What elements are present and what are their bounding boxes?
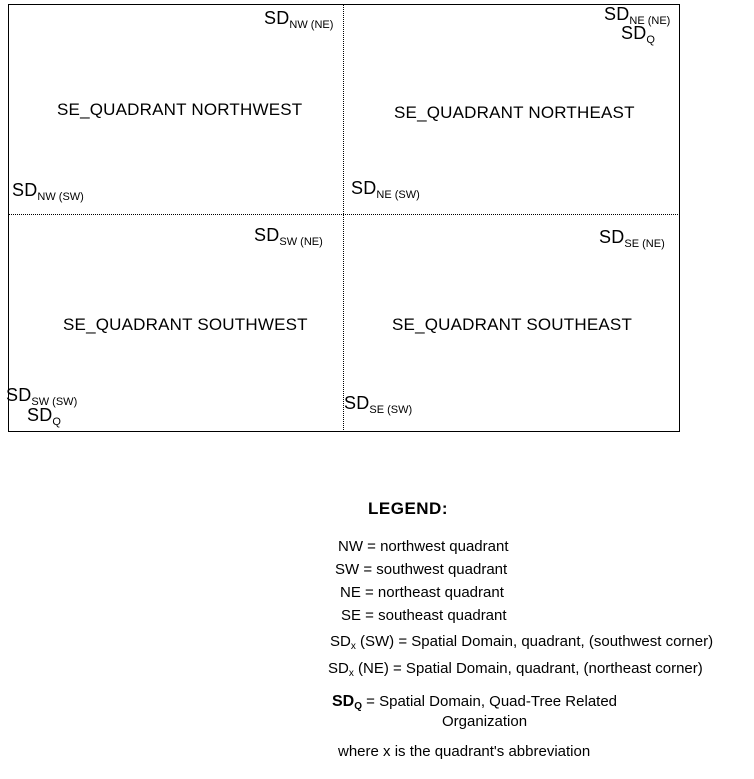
sd-base: SD <box>264 8 290 28</box>
sd-subscript: Q <box>354 701 363 712</box>
legend-entry-sd-sw-text: (SW) = Spatial Domain, quadrant, (southwest corner) <box>355 633 714 650</box>
sd-subscript: NE (NE) <box>629 15 671 27</box>
sd-subscript: Q <box>52 416 61 428</box>
sd-subscript: NW (NE) <box>289 19 334 31</box>
legend-entry-ne: NE = northeast quadrant <box>340 584 504 601</box>
legend-footnote: where x is the quadrant's abbreviation <box>338 743 591 760</box>
legend-entry-nw: NW = northwest quadrant <box>338 538 509 555</box>
vertical-dotted-divider <box>343 4 344 432</box>
sd-base: SD <box>254 225 280 245</box>
sd-subscript: Q <box>646 34 655 46</box>
legend-entry-sd-ne-text: (NE) = Spatial Domain, quadrant, (northeast corner) <box>353 660 703 677</box>
sd-subscript: x <box>348 668 354 679</box>
legend-entry-sd-sw <box>330 634 713 652</box>
sd-base: SD <box>330 633 351 650</box>
legend-entry-sd-q-text: = Spatial Domain, Quad-Tree Related <box>362 693 618 710</box>
sd-subscript: SE (SW) <box>369 404 413 416</box>
quadrant-title-northwest: SE_QUADRANT NORTHWEST <box>57 100 303 119</box>
legend-entry-sd-q-line2: Organization <box>442 713 528 730</box>
sd-subscript: SW (NE) <box>279 236 323 248</box>
sd-subscript: NE (SW) <box>376 189 420 201</box>
sd-subscript: NW (SW) <box>37 191 84 203</box>
horizontal-dotted-divider <box>8 214 680 215</box>
sd-base: SD <box>332 693 355 710</box>
sd-label-q-southwest <box>27 406 61 428</box>
sd-label-ne-southwest-corner <box>351 179 420 201</box>
sd-base: SD <box>328 660 349 677</box>
sd-label-nw-northeast-corner <box>264 9 333 31</box>
sd-base: SD <box>599 227 625 247</box>
quadrant-title-southeast: SE_QUADRANT SOUTHEAST <box>392 315 633 334</box>
legend-entry-se: SE = southeast quadrant <box>341 607 507 624</box>
legend-entry-sw: SW = southwest quadrant <box>335 561 508 578</box>
sd-label-q-northeast <box>621 24 655 46</box>
sd-base: SD <box>344 393 370 413</box>
quadrant-title-southwest: SE_QUADRANT SOUTHWEST <box>63 315 308 334</box>
sd-label-se-northeast-corner <box>599 228 665 250</box>
quadrant-title-northeast: SE_QUADRANT NORTHEAST <box>394 103 635 122</box>
sd-base: SD <box>27 405 53 425</box>
quadrant-box <box>8 4 680 432</box>
legend-title: LEGEND: <box>368 499 448 518</box>
legend-entry-sd-q <box>332 693 617 712</box>
sd-base: SD <box>351 178 377 198</box>
sd-subscript: SE (NE) <box>624 238 665 250</box>
sd-subscript: x <box>350 641 356 652</box>
sd-subscript: SW (SW) <box>31 396 78 408</box>
legend-entry-sd-ne <box>328 661 703 679</box>
sd-base: SD <box>604 4 630 24</box>
sd-base: SD <box>6 385 32 405</box>
sd-label-sw-northeast-corner <box>254 226 323 248</box>
sd-base: SD <box>12 180 38 200</box>
sd-base: SD <box>621 23 647 43</box>
sd-label-se-southwest-corner <box>344 394 412 416</box>
sd-label-nw-southwest-corner <box>12 181 84 203</box>
